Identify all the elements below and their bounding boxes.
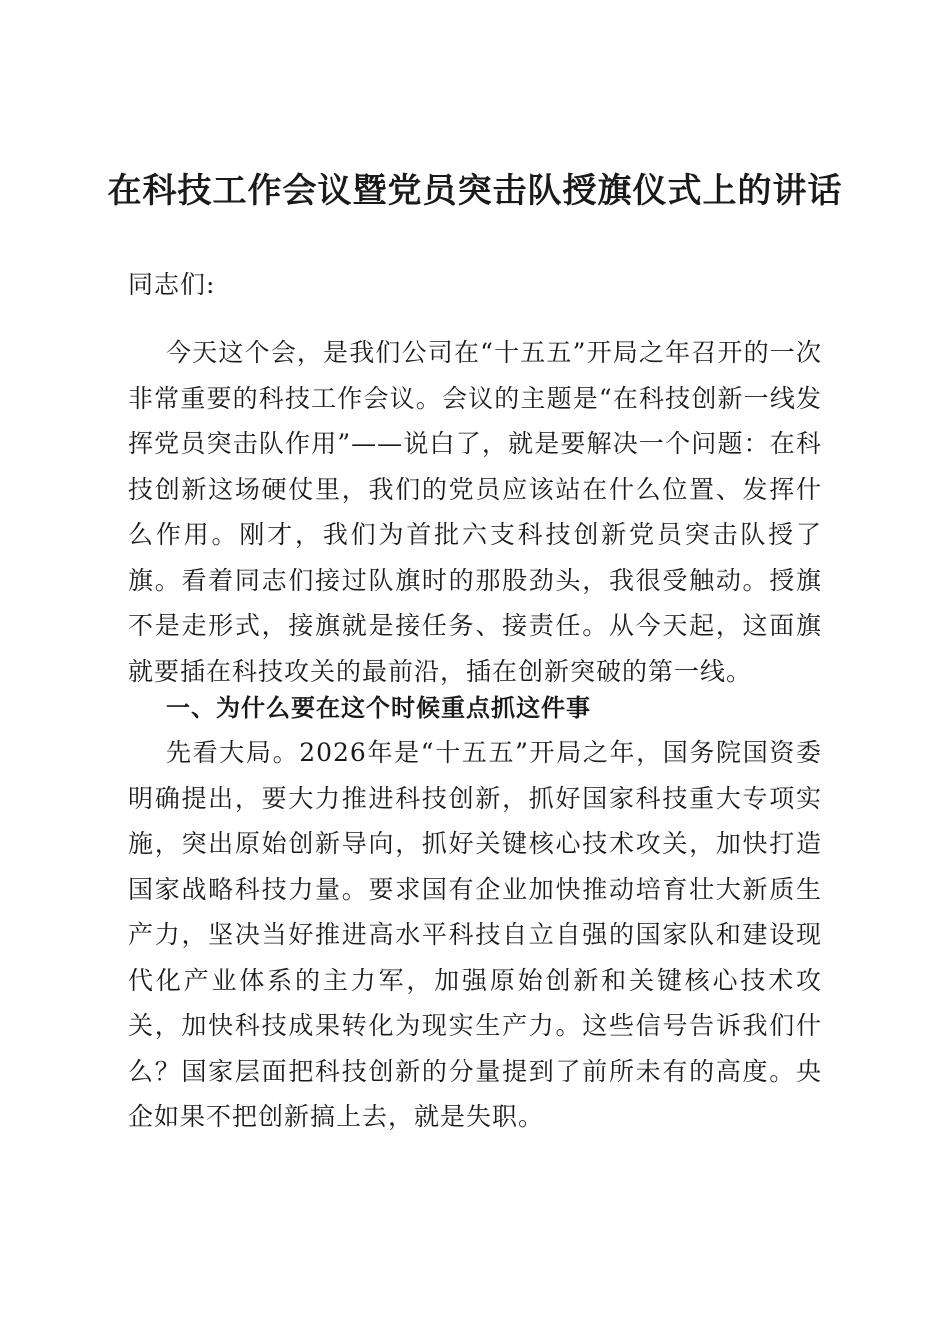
salutation: 同志们: bbox=[128, 270, 216, 299]
document-title: 在科技工作会议暨党员突击队授旗仪式上的讲话 bbox=[107, 171, 843, 211]
paragraph-intro: 今天这个会，是我们公司在“十五五”开局之年召开的一次非常重要的科技工作会议。会议的主题是“在科技创新一线发挥党员突击队作用”——说白了，就是要解决一个问题：在科技创新这场硬仗里，我们的党员应该站在什么位置、发挥什么作用。刚才，我们为首批六支科技创新党员突击队授了旗。看着同志们接过队旗时的那股劲头，我很受触动。授旗不是走形式，接旗就是接任务、接责任。从今天起，这面旗就要插在科技攻关的最前沿，插在创新突破的第一线。 bbox=[128, 338, 822, 686]
paragraph-big-picture bbox=[128, 730, 822, 1140]
section-heading-1: 一、为什么要在这个时候重点抓这件事 bbox=[166, 694, 591, 722]
paragraph-lead-phrase: 先看大局。 bbox=[166, 738, 300, 767]
paragraph-body: 2026年是“十五五”开局之年，国务院国资委明确提出，要大力推进科技创新，抓好国家科技重大专项实施，突出原始创新导向，抓好关键核心技术攻关，加快打造国家战略科技力量。要求国有企业加快推动培育壮大新质生产力，坚决当好推进高水平科技自立自强的国家队和建设现代化产业体系的主力军，加强原始创新和关键核心技术攻关，加快科技成果转化为现实生产力。这些信号告诉我们什么？国家层面把科技创新的分量提到了前所未有的高度。央企如果不把创新搞上去，就是失职。 bbox=[128, 738, 822, 1131]
